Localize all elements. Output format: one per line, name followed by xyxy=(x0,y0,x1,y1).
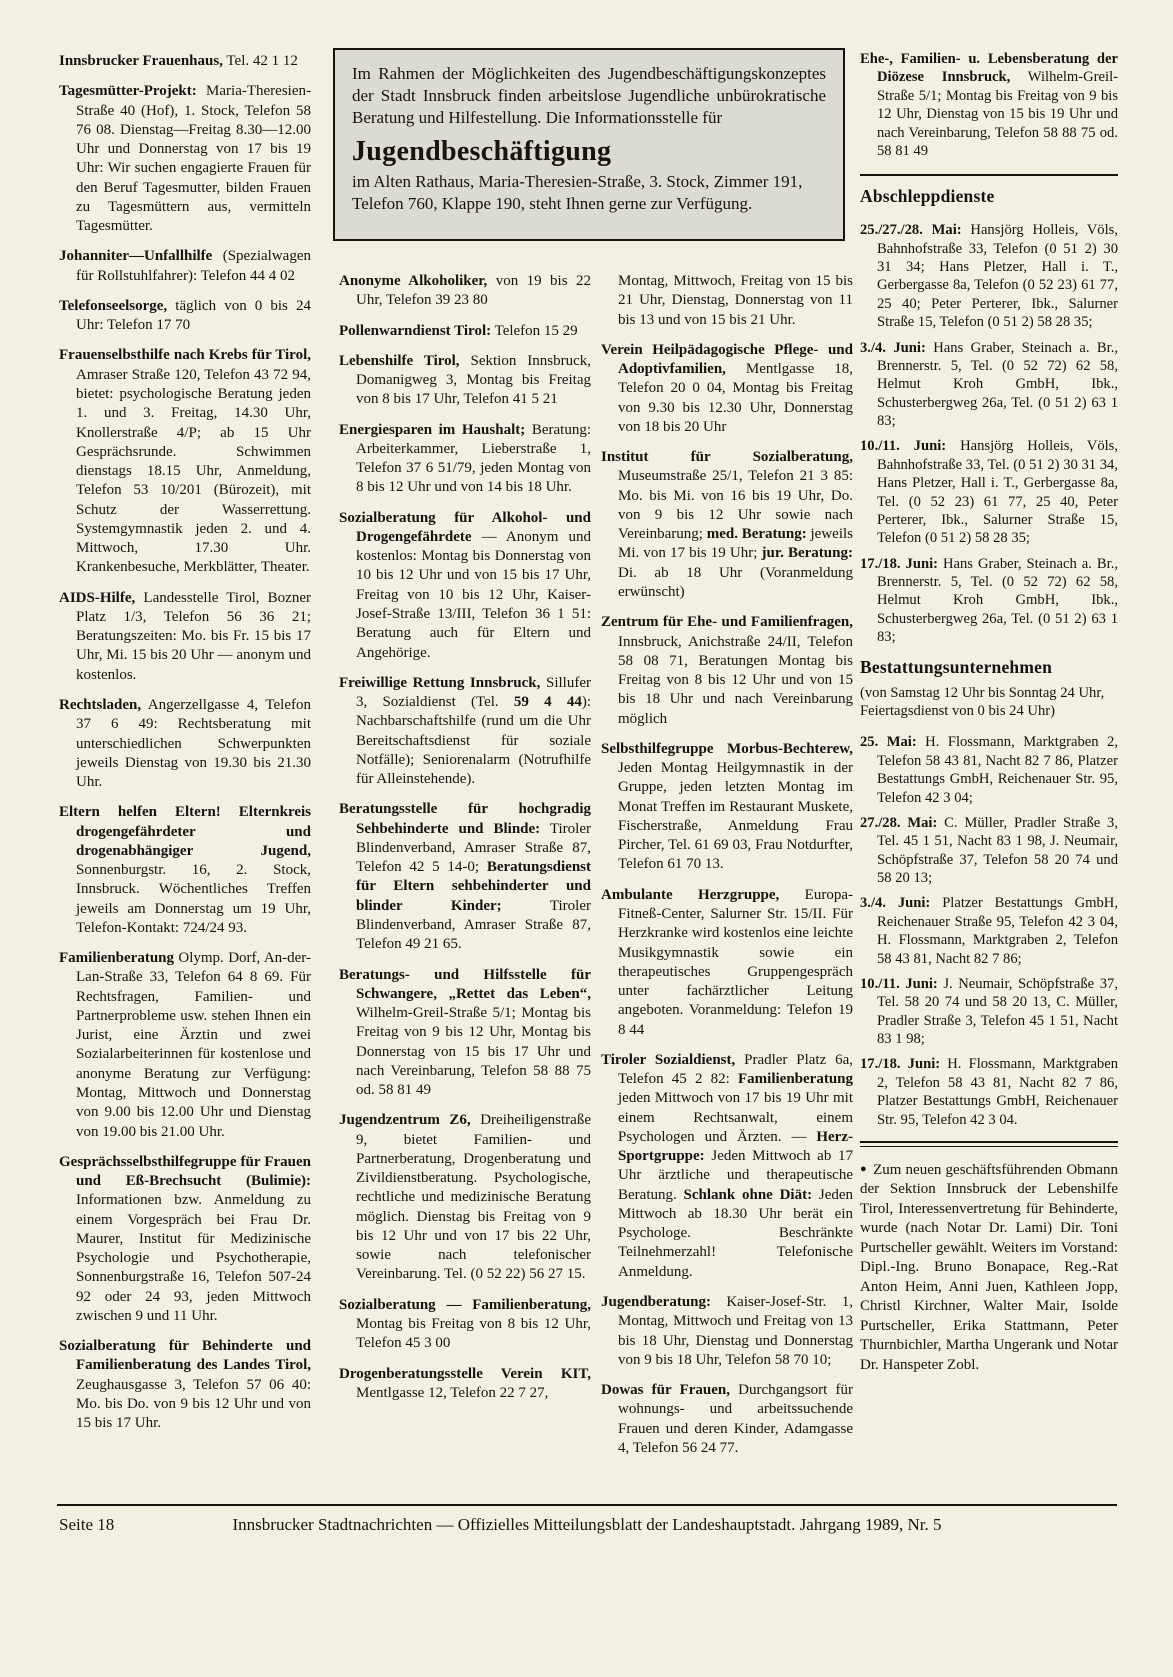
directory-entry: 25./27./28. Mai: Hansjörg Holleis, Völs, Bahnhofstraße 33, Telefon (0 51 2) 30 31 34; Hans Pletzer, Hall i. T., Gerbergasse 8a, Telefon (0 52 23) 61 77, 25 40; Peter Perterer, Ibk., Salurner Straße 15, Telefon (0 51 2) 58 28 35; xyxy=(860,222,1118,331)
directory-entry: Telefonseelsorge, täglich von 0 bis 24 Uhr: Telefon 17 70 xyxy=(59,297,311,334)
directory-entry: Beratungs- und Hilfsstelle für Schwangere, „Rettet das Leben“, Wilhelm-Greil-Straße 5/1; Montag bis Freitag von 9 bis 12 Uhr, Montag bis Donnerstag von 15 bis 17 Uhr und nach Vereinbarung, Telefon 58 88 75 od. 58 81 49 xyxy=(339,966,591,1099)
directory-entry: Tiroler Sozialdienst, Pradler Platz 6a, Telefon 45 2 82: Familienberatung jeden Mittwoch von 17 bis 19 Uhr mit einem Rechtsanwalt, einem Psychologen und Ärzten. — Herz-Sportgruppe: Jeden Mittwoch ab 17 Uhr ärztliche und therapeutische Beratung. Schlank ohne Diät: Jeden Mittwoch ab 18.30 Uhr berät ein Psychologe. Beschränkte Teilnehmerzahl! Telefonische Anmeldung. xyxy=(601,1051,854,1280)
directory-entry: Sozialberatung für Alkohol- und Drogengefährdete — Anonym und kostenlos: Montag bis Donnerstag von 10 bis 12 Uhr und von 15 bis 17 Uhr, Freitag von 10 bis 12 Uhr, Kaiser-Josef-Straße 13/III, Telefon 36 1 51: Beratung auch für Eltern und Angehörige. xyxy=(339,509,591,661)
directory-column-1 xyxy=(59,52,311,1445)
page-number: Seite 18 xyxy=(59,1515,115,1534)
directory-entry: 25. Mai: H. Flossmann, Marktgraben 2, Telefon 58 43 81, Nacht 82 7 86, Platzer Bestattungs GmbH, Reichenauer Str. 95, Telefon 42 3 04; xyxy=(860,734,1118,806)
directory-column-2 xyxy=(339,272,591,1414)
directory-entry: Anonyme Alkoholiker, von 19 bis 22 Uhr, Telefon 39 23 80 xyxy=(339,273,591,309)
directory-entry: Tagesmütter-Projekt: Maria-Theresien-Straße 40 (Hof), 1. Stock, Telefon 58 76 08. Dienstag—Freitag 8.30—12.00 Uhr und Donnerstag von 17 bis 19 Uhr: Wir suchen engagierte Frauen für den Beruf Tagesmutter, bilden Frauen zu Tagesmüttern aus, vermitteln Tagesmütter. xyxy=(59,83,311,235)
directory-entry: Innsbrucker Frauenhaus, Tel. 42 1 12 xyxy=(59,53,298,69)
directory-entry: Montag, Mittwoch, Freitag von 15 bis 21 Uhr, Dienstag, Donnerstag von 11 bis 13 und von 15 bis 21 Uhr. xyxy=(618,273,853,328)
masthead-credit: Innsbrucker Stadtnachrichten — Offizielles Mitteilungsblatt der Landeshauptstadt. Jahrgang 1989, Nr. 5 xyxy=(232,1515,942,1534)
directory-entry: 10./11. Juni: Hansjörg Holleis, Völs, Bahnhofstraße 33, Tel. (0 51 2) 30 31 34, Hans Pletzer, Hall i. T., Gerbergasse 8a, Tel. (0 52 23) 61 77, 25 40, Peter Perterer, Ibk., Salurner Straße 15, Telefon (0 51 2) 58 28 35; xyxy=(860,438,1118,547)
directory-entry: Dowas für Frauen, Durchgangsort für wohnungs- und arbeitssuchende Frauen und deren Kinder, Adamgasse 4, Telefon 56 24 77. xyxy=(601,1382,853,1456)
directory-entry: Pollenwarndienst Tirol: Telefon 15 29 xyxy=(339,322,578,339)
directory-entry: 10./11. Juni: J. Neumair, Schöpfstraße 37, Tel. 58 20 74 und 58 20 13, C. Müller, Pradler Straße 3, Telefon 45 1 51, Nacht 83 1 98; xyxy=(860,975,1118,1048)
directory-entry: Ambulante Herzgruppe, Europa-Fitneß-Center, Salurner Str. 15/II. Für Herzkranke wird kostenlos eine leichte Musikgymnastik sowie ein therapeutisches Gruppengespräch unter fachärztlicher Leitung angeboten. Voranmeldung: Telefon 19 8 44 xyxy=(601,886,853,1038)
directory-entry: Selbsthilfegruppe Morbus-Bechterew, Jeden Montag Heilgymnastik in der Gruppe, jeden letzten Montag im Monat Treffen im Restaurant Muskete, Fischerstraße, Anmeldung Frau Pircher, Tel. 61 69 03, Frau Notdurfter, Telefon 61 70 13. xyxy=(601,740,853,873)
directory-entry: Beratungsstelle für hochgradig Sehbehinderte und Blinde: Tiroler Blindenverband, Amraser Straße 87, Telefon 42 5 14-0; Beratungsdienst für Eltern sehbehinderter und blinder Kinder; Tiroler Blindenverband, Amraser Straße 87, Telefon 49 21 65. xyxy=(339,801,591,953)
bullet-icon: ● xyxy=(860,1162,868,1175)
section-divider xyxy=(860,174,1118,176)
directory-entry: Eltern helfen Eltern! Elternkreis drogengefährdeter und drogenabhängiger Jugend, Sonnenburgstr. 16, 2. Stock, Innsbruck. Wöchentliches Treffen jeweils am Donnerstag um 19 Uhr, Telefon-Kontakt: 724/24 93. xyxy=(59,804,311,936)
directory-entry: Jugendzentrum Z6, Dreiheiligenstraße 9, bietet Familien- und Partnerberatung, Drogenberatung und Zivildienstberatung. Psychologische, rechtliche und medizinische Beratung möglich. Dienstag bis Freitag von 9 bis 12 Uhr und von 17 bis 22 Uhr, sowie nach telefonischer Vereinbarung. Tel. (0 52 22) 56 27 15. xyxy=(339,1112,591,1283)
directory-entry: AIDS-Hilfe, Landesstelle Tirol, Bozner Platz 1/3, Telefon 56 36 21; Beratungszeiten: Mo. bis Fr. 15 bis 17 Uhr, Mi. 15 bis 20 Uhr — anonym und kostenlos. xyxy=(59,589,311,683)
directory-entry: Sozialberatung — Familienberatung, Montag bis Freitag von 8 bis 12 Uhr, Telefon 45 3 00 xyxy=(339,1296,591,1352)
directory-entry: Frauenselbsthilfe nach Krebs für Tirol, Amraser Straße 120, Telefon 43 72 94, bietet: psychologische Beratung jeden 1. und 3. Freitag, 14.30 Uhr, Knollerstraße 4/P; ab 15 Uhr Gesprächsrunde. Schwimmen dienstags 18.15 Uhr, Anmeldung, Telefon 53 10/201 (Bürozeit), mit Schutz der Wasserrettung. Systemgymnastik jeden 2. und 4. Mittwoch, 17.30 Uhr. Krankenbesuche, Merkblätter, Theater. xyxy=(59,347,311,576)
directory-entry: Rechtsladen, Angerzellgasse 4, Telefon 37 6 49: Rechtsberatung mit unterschiedlichen Schwerpunkten jeweils Dienstag von 19.30 bis 21.30 Uhr. xyxy=(59,696,311,791)
directory-entry: 17./18. Juni: H. Flossmann, Marktgraben 2, Telefon 58 43 81, Nacht 82 7 86, Platzer Bestattungs GmbH, Reichenauer Str. 95, Telefon 42 3 04. xyxy=(860,1056,1118,1128)
section-header: Bestattungsunternehmen xyxy=(860,656,1053,677)
directory-entry: 27./28. Mai: C. Müller, Pradler Straße 3, Tel. 45 1 51, Nacht 83 1 98, J. Neumair, Schöpfstraße 37, Telefon 58 20 74 und 58 20 13; xyxy=(860,814,1118,887)
directory-entry: Familienberatung Olymp. Dorf, An-der-Lan-Straße 33, Telefon 64 8 69. Für Rechtsfragen, Familien- und Partnerprobleme usw. stehen Ihnen ein Jurist, eine Ärztin und zwei Sozialarbeiterinnen für kostenlose und anonyme Beratung zur Verfügung: Montag, Mittwoch und Donnerstag von 9.00 bis 12.00 Uhr und Dienstag von 19.00 bis 21.00 Uhr. xyxy=(59,950,311,1140)
directory-entry: Johanniter—Unfallhilfe (Spezialwagen für Rollstuhlfahrer): Telefon 44 4 02 xyxy=(59,248,311,284)
directory-entry: Freiwillige Rettung Innsbruck, Sillufer 3, Sozialdienst (Tel. 59 4 44): Nachbarschaftshilfe (rund um die Uhr Bereitschaftsdienst für soziale Notfälle); Seniorenalarm (Notrufhilfe für Alleinstehende). xyxy=(339,674,592,788)
section-header: Abschleppdienste xyxy=(860,186,995,207)
jugendbeschaeftigung-infobox xyxy=(333,48,845,241)
directory-entry: Gesprächsselbsthilfegruppe für Frauen und Eß-Brechsucht (Bulimie): Informationen bzw. Anmeldung zu einem Vorgespräch bei Frau Dr. Maurer, Institut für Medizinische Psychologie und Psychotherapie, Sonnenburgstraße 16, Telefon 507-24 92 oder 24 93, jeden Mittwoch zwischen 9 und 11 Uhr. xyxy=(59,1153,311,1324)
directory-entry: Sozialberatung für Behinderte und Familienberatung des Landes Tirol, Zeughausgasse 3, Telefon 57 06 40: Mo. bis Do. von 9 bis 12 Uhr und von 15 bis 17 Uhr. xyxy=(59,1338,311,1432)
directory-entry: Lebenshilfe Tirol, Sektion Innsbruck, Domanigweg 3, Montag bis Freitag von 8 bis 17 Uhr, Telefon 41 5 21 xyxy=(339,352,591,408)
directory-entry: Ehe-, Familien- u. Lebensberatung der Diözese Innsbruck, Wilhelm-Greil-Straße 5/1; Montag bis Freitag von 9 bis 12 Uhr, Dienstag von 15 bis 19 Uhr und nach Vereinbarung, Telefon 58 88 75 od. 58 81 49 xyxy=(860,51,1118,159)
directory-entry: 17./18. Juni: Hans Graber, Steinach a. Br., Brennerstr. 5, Tel. (0 52 72) 62 58, Helmut Kroh GmbH, Ibk., Schusterbergweg 26a, Tel. (0 51 2) 63 1 83; xyxy=(860,555,1118,646)
page-footer xyxy=(57,1504,1117,1535)
infobox-intro: Im Rahmen der Möglichkeiten des Jugendbeschäftigungskonzeptes der Stadt Innsbruck finden arbeitslose Jugendliche unbürokratische Beratung und Hilfestellung. Die Informationsstelle für xyxy=(352,64,826,128)
directory-entry: Zentrum für Ehe- und Familienfragen, Innsbruck, Anichstraße 24/II, Telefon 58 08 71, Beratungen Montag bis Freitag von 8 bis 12 Uhr und von 15 bis 18 Uhr und nach Vereinbarung möglich xyxy=(601,614,853,727)
directory-entry: 3./4. Juni: Platzer Bestattungs GmbH, Reichenauer Straße 95, Telefon 42 3 04, H. Flossmann, Marktgraben 2, Telefon 58 43 81, Nacht 82 7 86; xyxy=(860,895,1118,967)
directory-entry: Drogenberatungsstelle Verein KIT, Mentlgasse 12, Telefon 22 7 27, xyxy=(339,1365,591,1401)
double-divider xyxy=(860,1141,1118,1147)
directory-entry: Jugendberatung: Kaiser-Josef-Str. 1, Montag, Mittwoch und Freitag von 13 bis 18 Uhr, Dienstag und Donnerstag von 9 bis 18 Uhr, Telefon 58 70 10; xyxy=(601,1294,853,1368)
directory-entry: Verein Heilpädagogische Pflege- und Adoptivfamilien, Mentlgasse 18, Telefon 20 0 04, Montag bis Freitag von 9.30 bis 12.30 Uhr, Donnerstag von 18 bis 20 Uhr xyxy=(601,341,853,435)
infobox-address: im Alten Rathaus, Maria-Theresien-Straße, 3. Stock, Zimmer 191, Telefon 760, Klappe 190, steht Ihnen gerne zur Verfügung. xyxy=(352,172,803,214)
infobox-headline: Jugendbeschäftigung xyxy=(352,136,612,168)
directory-entry: Energiesparen im Haushalt; Beratung: Arbeiterkammer, Lieberstraße 1, Telefon 37 6 51/79, jeden Montag von 8 bis 12 Uhr und von 14 bis 18 Uhr. xyxy=(339,421,591,496)
directory-column-3 xyxy=(601,272,853,1469)
directory-column-4 xyxy=(860,50,1118,1382)
directory-entry: 3./4. Juni: Hans Graber, Steinach a. Br., Brennerstr. 5, Tel. (0 52 72) 62 58, Helmut Kroh GmbH, Ibk., Schusterbergweg 26a, Tel. (0 51 2) 63 1 83; xyxy=(860,339,1118,429)
news-item: ● Zum neuen geschäftsführenden Obmann der Sektion Innsbruck der Lebenshilfe Tirol, Interessenvertretung für Behinderte, wurde (nach Notar Dr. Lami) Dir. Toni Purtscheller gewählt. Weiters im Vorstand: Dipl.-Ing. Bruno Bonapace, Reg.-Rat Anton Heim, Anni Juen, Kathleen Jopp, Christl Kirchner, Walter Mair, Isolde Purtscheller, Erika Stattmann, Peter Thurnbichler, Martha Ungerank und Notar Dr. Hanspeter Zobl. xyxy=(860,1161,1118,1373)
section-note: (von Samstag 12 Uhr bis Sonntag 24 Uhr, Feiertagsdienst von 0 bis 24 Uhr) xyxy=(860,684,1105,720)
directory-entry: Institut für Sozialberatung, Museumstraße 25/1, Telefon 21 3 85: Mo. bis Mi. von 16 bis 19 Uhr, Do. von 9 bis 12 Uhr sowie nach Vereinbarung; med. Beratung: jeweils Mi. von 17 bis 19 Uhr; jur. Beratung: Di. ab 18 Uhr (Voranmeldung erwünscht) xyxy=(601,449,853,600)
